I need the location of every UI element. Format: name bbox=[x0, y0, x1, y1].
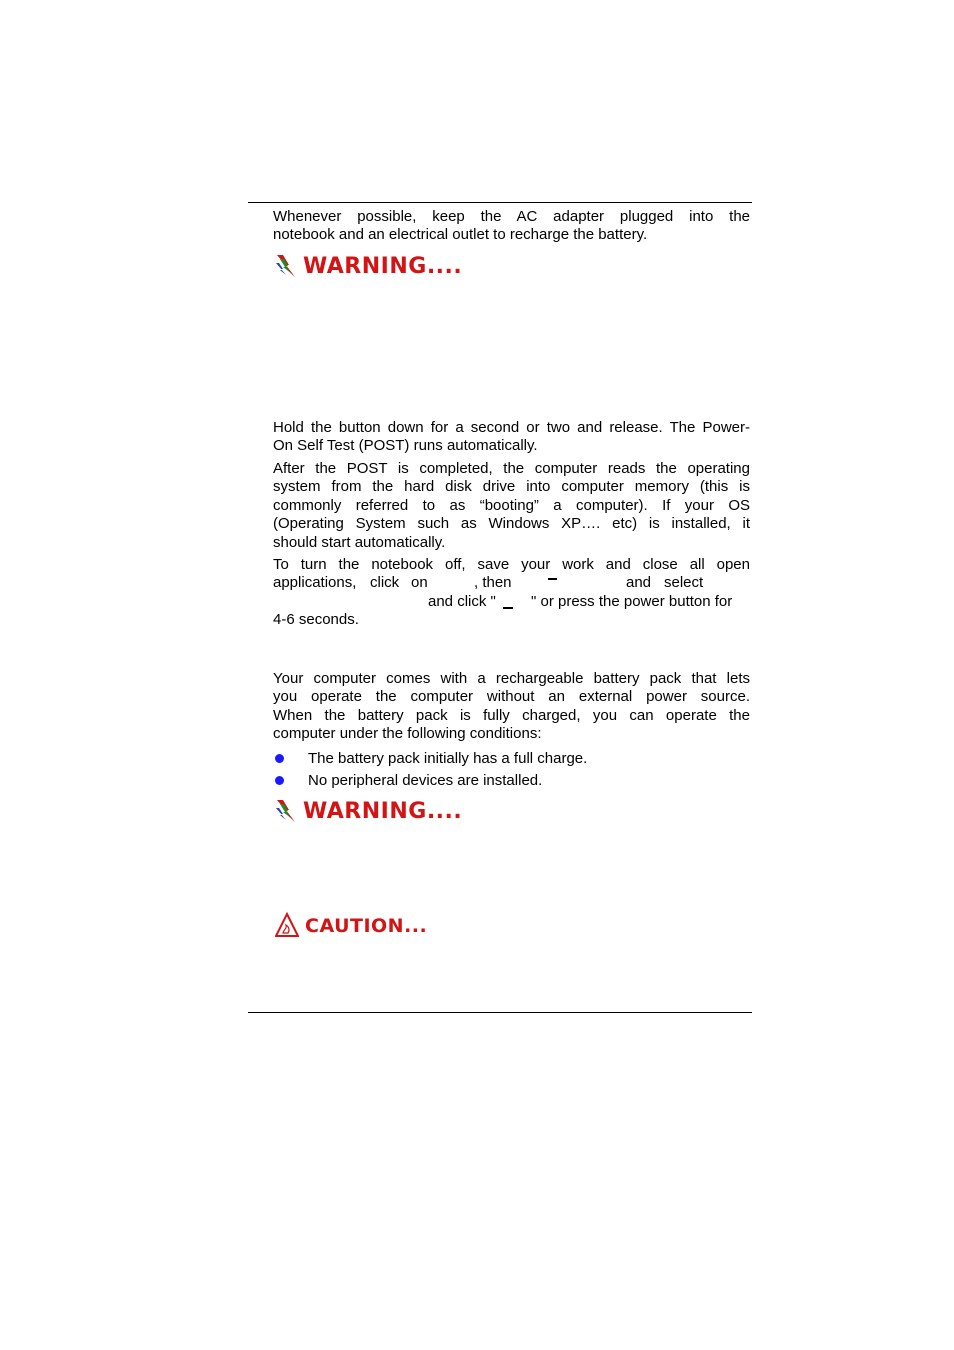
power-on-paragraph bbox=[273, 419, 750, 456]
hazard-triangle-icon bbox=[275, 912, 299, 938]
power-on-line-2: On Self Test (POST) runs automatically. bbox=[273, 437, 538, 455]
turn-off-seconds: 4-6 seconds. bbox=[273, 611, 359, 628]
turn-off-word-and: and bbox=[626, 574, 652, 591]
lightning-bolt-icon bbox=[275, 798, 301, 826]
turn-off-line-1-wrap bbox=[273, 556, 750, 574]
warning-label: WARNING.... bbox=[303, 799, 463, 824]
post-line-5: should start automatically. bbox=[273, 533, 446, 551]
header-rule bbox=[248, 202, 752, 203]
power-on-line-1: Hold the button down for a second or two and release. The Power- bbox=[273, 419, 750, 436]
warning-banner-2 bbox=[275, 798, 475, 828]
post-line-1: After the POST is completed, the computer reads the operating bbox=[273, 460, 750, 477]
condition-text: No peripheral devices are installed. bbox=[308, 772, 543, 789]
battery-line-3: When the battery pack is fully charged, you can operate the bbox=[273, 706, 750, 724]
warning-label: WARNING.... bbox=[303, 254, 463, 279]
turn-off-word-select: select bbox=[664, 574, 704, 591]
list-item bbox=[273, 772, 750, 792]
adapter-line-2: notebook and an electrical outlet to recharge the battery. bbox=[273, 226, 648, 244]
turn-off-word-on: on bbox=[411, 574, 428, 591]
post-line-4: (Operating System such as Windows XP…. etc) is installed, it bbox=[273, 515, 750, 533]
battery-paragraph bbox=[273, 670, 750, 744]
turn-off-and-click: and click " bbox=[428, 593, 496, 610]
post-paragraph bbox=[273, 460, 750, 552]
turn-off-underscore-1 bbox=[548, 578, 557, 580]
turn-off-word-applications: applications, bbox=[273, 574, 357, 591]
post-line-3: commonly referred to as “booting” a computer). If your OS bbox=[273, 496, 750, 514]
turn-off-line-1: To turn the notebook off, save your work and close all open bbox=[273, 556, 750, 573]
footer-rule bbox=[248, 1012, 752, 1013]
bullet-icon bbox=[275, 776, 284, 785]
adapter-paragraph bbox=[273, 208, 750, 245]
turn-off-underscore-2 bbox=[503, 607, 513, 609]
post-line-2: system from the hard disk drive into computer memory (this is bbox=[273, 478, 750, 496]
caution-label: CAUTION... bbox=[305, 915, 428, 937]
turn-off-press-power: " or press the power button for bbox=[531, 593, 733, 610]
caution-banner bbox=[275, 912, 455, 942]
condition-text: The battery pack initially has a full charge. bbox=[308, 750, 588, 767]
adapter-line-1: Whenever possible, keep the AC adapter plugged into the bbox=[273, 208, 750, 225]
bullet-icon bbox=[275, 754, 284, 763]
turn-off-word-then: , then bbox=[474, 574, 512, 591]
list-item bbox=[273, 750, 750, 770]
battery-line-2: you operate the computer without an external power source. bbox=[273, 688, 750, 706]
turn-off-word-click: click bbox=[370, 574, 400, 591]
battery-line-1: Your computer comes with a rechargeable battery pack that lets bbox=[273, 670, 750, 687]
battery-line-4: computer under the following conditions: bbox=[273, 725, 542, 743]
warning-banner-1 bbox=[275, 253, 475, 283]
lightning-bolt-icon bbox=[275, 253, 301, 281]
